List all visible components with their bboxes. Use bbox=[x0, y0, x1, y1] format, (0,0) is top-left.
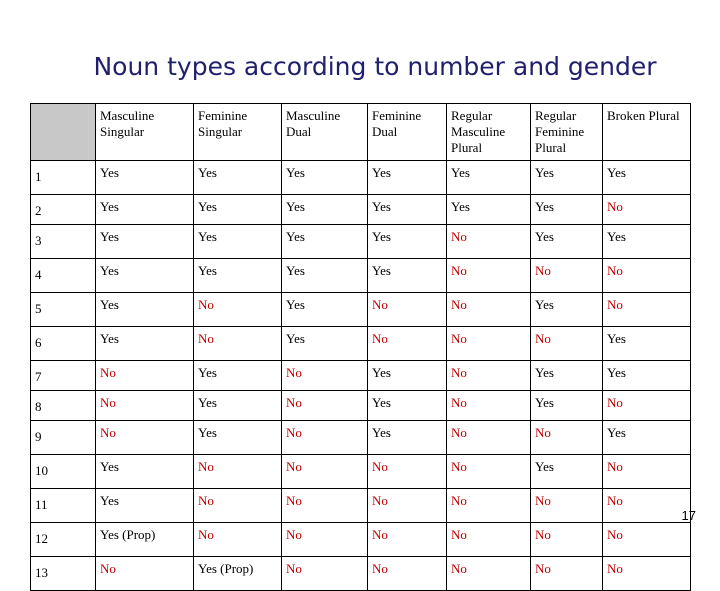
row-number-cell: 12 bbox=[31, 523, 96, 557]
table-cell: No bbox=[282, 421, 368, 455]
row-number-cell: 10 bbox=[31, 455, 96, 489]
table-cell: Yes bbox=[531, 225, 603, 259]
table-cell: Yes (Prop) bbox=[194, 557, 282, 591]
header-masculine-singular: Masculine Singular bbox=[96, 104, 194, 161]
table-cell: No bbox=[368, 327, 447, 361]
table-cell: No bbox=[447, 391, 531, 421]
header-corner-cell bbox=[31, 104, 96, 161]
table-cell: Yes bbox=[531, 293, 603, 327]
table-row bbox=[31, 391, 691, 421]
table-cell: No bbox=[447, 259, 531, 293]
table-cell: No bbox=[282, 557, 368, 591]
row-number-cell: 4 bbox=[31, 259, 96, 293]
table-cell: Yes bbox=[368, 161, 447, 195]
table-cell: Yes bbox=[96, 259, 194, 293]
table-cell: No bbox=[96, 421, 194, 455]
table-cell: No bbox=[194, 455, 282, 489]
table-cell: No bbox=[447, 361, 531, 391]
row-number-cell: 1 bbox=[31, 161, 96, 195]
table-cell: Yes bbox=[282, 293, 368, 327]
table-cell: Yes bbox=[368, 259, 447, 293]
table-cell: Yes bbox=[531, 361, 603, 391]
table-cell: No bbox=[96, 557, 194, 591]
header-feminine-dual: Feminine Dual bbox=[368, 104, 447, 161]
table-cell: No bbox=[603, 557, 691, 591]
row-number-cell: 6 bbox=[31, 327, 96, 361]
row-number-cell: 7 bbox=[31, 361, 96, 391]
table-row bbox=[31, 293, 691, 327]
header-regular-feminine-plural: Regular Feminine Plural bbox=[531, 104, 603, 161]
table-cell: No bbox=[282, 361, 368, 391]
table-cell: No bbox=[96, 391, 194, 421]
table-cell: No bbox=[531, 327, 603, 361]
row-number-cell: 3 bbox=[31, 225, 96, 259]
table-cell: Yes bbox=[368, 421, 447, 455]
table-cell: No bbox=[603, 523, 691, 557]
table-cell: Yes bbox=[282, 161, 368, 195]
table-cell: No bbox=[368, 489, 447, 523]
table-row bbox=[31, 259, 691, 293]
table-cell: Yes (Prop) bbox=[96, 523, 194, 557]
table-cell: Yes bbox=[194, 225, 282, 259]
table-body bbox=[31, 161, 691, 591]
table-cell: Yes bbox=[194, 421, 282, 455]
table-cell: No bbox=[531, 557, 603, 591]
table-cell: No bbox=[603, 259, 691, 293]
table-row bbox=[31, 361, 691, 391]
table-cell: No bbox=[368, 293, 447, 327]
table-cell: No bbox=[447, 489, 531, 523]
header-feminine-singular: Feminine Singular bbox=[194, 104, 282, 161]
row-number-cell: 8 bbox=[31, 391, 96, 421]
table-cell: Yes bbox=[368, 195, 447, 225]
table-cell: No bbox=[96, 361, 194, 391]
table-cell: Yes bbox=[603, 161, 691, 195]
table-cell: No bbox=[603, 489, 691, 523]
table-row bbox=[31, 195, 691, 225]
table-cell: No bbox=[282, 489, 368, 523]
table-cell: Yes bbox=[96, 161, 194, 195]
table-row bbox=[31, 327, 691, 361]
table-cell: Yes bbox=[368, 391, 447, 421]
table-row bbox=[31, 489, 691, 523]
table-cell: Yes bbox=[194, 361, 282, 391]
table-cell: No bbox=[282, 391, 368, 421]
row-number-cell: 2 bbox=[31, 195, 96, 225]
header-row bbox=[31, 104, 691, 161]
table-cell: Yes bbox=[282, 195, 368, 225]
table-cell: Yes bbox=[603, 361, 691, 391]
table-cell: No bbox=[194, 327, 282, 361]
table-cell: Yes bbox=[531, 455, 603, 489]
table-cell: Yes bbox=[96, 327, 194, 361]
table-cell: Yes bbox=[368, 225, 447, 259]
header-regular-masculine-plural: Regular Masculine Plural bbox=[447, 104, 531, 161]
table-cell: No bbox=[447, 225, 531, 259]
noun-types-table bbox=[30, 103, 691, 591]
table-cell: Yes bbox=[282, 225, 368, 259]
table-cell: Yes bbox=[194, 195, 282, 225]
table-cell: No bbox=[194, 523, 282, 557]
table-cell: No bbox=[447, 523, 531, 557]
table-cell: Yes bbox=[282, 327, 368, 361]
row-number-cell: 9 bbox=[31, 421, 96, 455]
table-cell: Yes bbox=[96, 195, 194, 225]
table-cell: Yes bbox=[96, 225, 194, 259]
table-cell: No bbox=[603, 195, 691, 225]
table-cell: No bbox=[368, 455, 447, 489]
table-cell: No bbox=[282, 455, 368, 489]
table-cell: No bbox=[447, 557, 531, 591]
header-masculine-dual: Masculine Dual bbox=[282, 104, 368, 161]
header-broken-plural: Broken Plural bbox=[603, 104, 691, 161]
table-cell: Yes bbox=[96, 455, 194, 489]
table-cell: Yes bbox=[603, 327, 691, 361]
table-cell: Yes bbox=[194, 391, 282, 421]
table-cell: Yes bbox=[96, 489, 194, 523]
table-cell: No bbox=[194, 293, 282, 327]
table-cell: No bbox=[531, 489, 603, 523]
table-cell: Yes bbox=[603, 225, 691, 259]
table-cell: No bbox=[194, 489, 282, 523]
table-row bbox=[31, 455, 691, 489]
table-cell: Yes bbox=[282, 259, 368, 293]
table-cell: No bbox=[368, 557, 447, 591]
table-cell: Yes bbox=[194, 259, 282, 293]
row-number-cell: 5 bbox=[31, 293, 96, 327]
table-cell: No bbox=[531, 523, 603, 557]
slide-title: Noun types according to number and gender bbox=[93, 52, 657, 81]
table-cell: Yes bbox=[531, 161, 603, 195]
table-row bbox=[31, 161, 691, 195]
table-row bbox=[31, 225, 691, 259]
table-cell: Yes bbox=[531, 391, 603, 421]
table-cell: Yes bbox=[194, 161, 282, 195]
table-cell: Yes bbox=[447, 161, 531, 195]
table-cell: No bbox=[447, 455, 531, 489]
table-cell: Yes bbox=[368, 361, 447, 391]
slide-number: 17 bbox=[681, 508, 696, 523]
table-cell: No bbox=[531, 421, 603, 455]
table-cell: Yes bbox=[96, 293, 194, 327]
table-cell: No bbox=[447, 327, 531, 361]
table-cell: No bbox=[282, 523, 368, 557]
row-number-cell: 13 bbox=[31, 557, 96, 591]
table-row bbox=[31, 421, 691, 455]
table-cell: Yes bbox=[603, 421, 691, 455]
table-cell: No bbox=[603, 455, 691, 489]
table-cell: No bbox=[368, 523, 447, 557]
table-cell: Yes bbox=[447, 195, 531, 225]
table-cell: No bbox=[531, 259, 603, 293]
table-cell: No bbox=[447, 421, 531, 455]
table-cell: No bbox=[447, 293, 531, 327]
row-number-cell: 11 bbox=[31, 489, 96, 523]
table-cell: No bbox=[603, 293, 691, 327]
table-row bbox=[31, 557, 691, 591]
table-cell: Yes bbox=[531, 195, 603, 225]
table-cell: No bbox=[603, 391, 691, 421]
